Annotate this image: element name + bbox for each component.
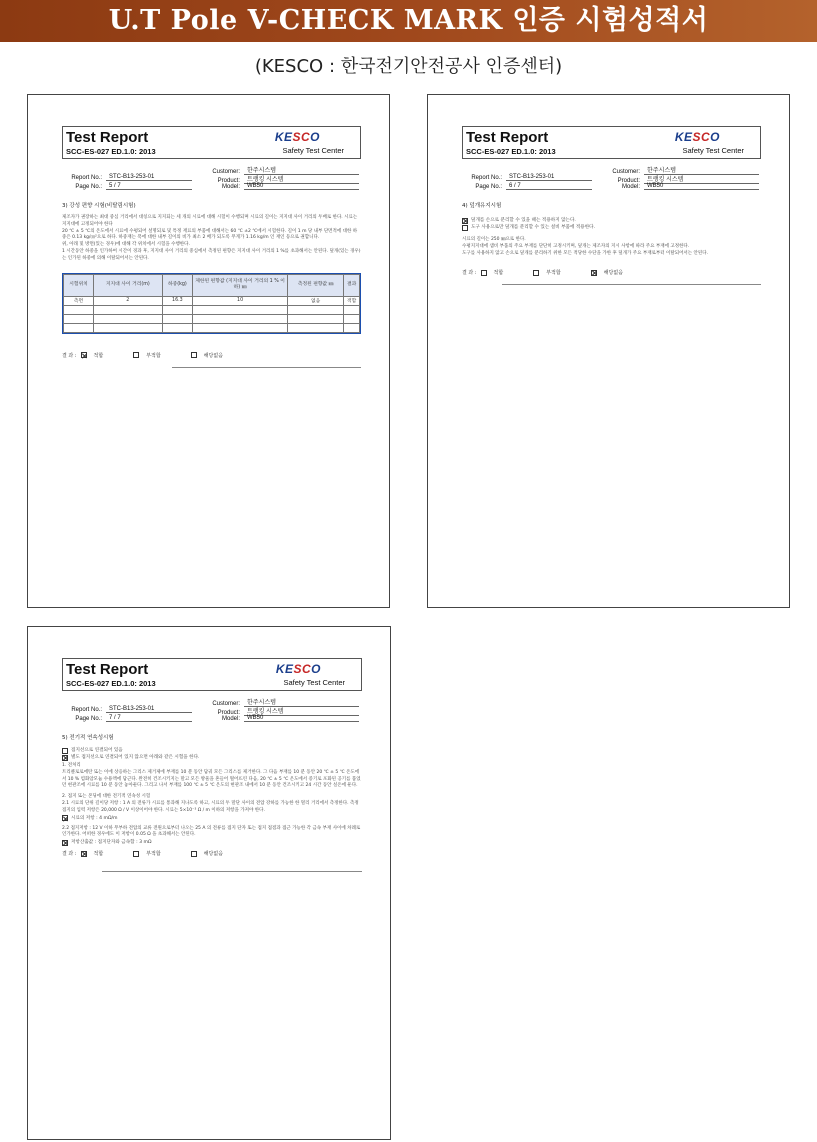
report-header: [62, 126, 361, 159]
paragraph: 20 ℃ ± 5 ℃의 온도에서 시료에 수평되어 설명되로 및 특정 재료의 부품에 대해서는 60 ℃ ±2 ℃에서 시험한다. 길이 1 m 당 내부 단면적에 대한 하중은 0.13 kg/㎝²으로 하다. 하중재는 폭에 대한 내부 길이의 비가 최소 2 배가 되도록 무게가 1.16 kg/m 인 재인 등으로 권합니다.: [62, 228, 358, 241]
section-body: [62, 763, 362, 846]
checkbox-checked-icon: [81, 851, 87, 857]
paragraph: 수평지지대에 샘비 부품의 주요 부재를 단단히 고정시키며, 덮개는 제조자의 지시 사항에 따라 주요 부재에 고정한다.: [462, 243, 690, 249]
report-page-6: [427, 94, 790, 608]
option-pass: 적합: [93, 352, 104, 359]
doc-code: SCC-ES-027 ED.1.0: 2013: [466, 147, 556, 156]
checkbox-icon: [481, 270, 487, 276]
table-row: [64, 305, 360, 314]
report-meta: [62, 163, 361, 193]
table-cell: 16.3: [162, 296, 192, 305]
option-na: 해당없음: [203, 352, 224, 359]
checkbox-checked-icon: [591, 270, 597, 276]
checkbox-icon: [133, 851, 139, 857]
model-value: WB50: [244, 715, 359, 722]
kesco-subtitle: Safety Test Center: [682, 146, 744, 155]
table-header: 측정된 편향값 ㎜: [288, 274, 344, 296]
test-table: [62, 273, 361, 334]
table-cell: 없음: [288, 296, 344, 305]
checkbox-icon: [462, 225, 468, 231]
model-label: Model:: [221, 716, 240, 722]
paragraph: 제조자가 권장하는 최대 중심 거리에서 대칭으로 지지되는 세 개의 시료에 대해 시험이 수행되며 시료의 길이는 지지대 사이 거리의 두배로 한다. 시료는 지지대에 고정되어야 한다: [62, 215, 358, 227]
option-fail: 부적합: [146, 851, 161, 858]
section-title: 5) 전기적 연속성시험: [62, 735, 114, 741]
checkbox-icon: [191, 352, 197, 358]
option-pass: 적합: [93, 851, 104, 858]
kesco-logo: KESCO: [674, 130, 720, 144]
product-label: Product:: [617, 178, 640, 184]
checkbox-checked-icon: [81, 352, 87, 358]
paragraph: 1. 전처리: [62, 763, 81, 768]
page-no-label: Page No.:: [75, 716, 102, 722]
doc-code: SCC-ES-027 ED.1.0: 2013: [66, 147, 156, 156]
result-row: [462, 269, 761, 276]
divider: [502, 284, 761, 285]
checkbox-icon: [191, 851, 197, 857]
report-no-value: STC-B13-253-01: [106, 174, 192, 181]
paragraph: 위, 아래 및 방면(있는 경우)에 대해 각 위치에서 시험을 수행한다.: [62, 242, 190, 248]
divider: [172, 367, 361, 368]
customer-label: Customer:: [212, 701, 240, 707]
table-row: [64, 314, 360, 323]
option-fail: 부적합: [546, 270, 561, 277]
customer-value: 한주시스템: [244, 697, 359, 707]
page-no-value: 6 / 7: [506, 183, 592, 190]
section-body: [62, 215, 361, 263]
report-no-label: Report No.:: [71, 175, 102, 181]
measure-item: 저항산출값 : 접지단자와 금속함 : 3 mΩ: [62, 839, 362, 846]
page-no-value: 5 / 7: [106, 183, 192, 190]
report-header: [62, 658, 362, 691]
paragraph: 도구를 사용하지 않고 손으로 덮개를 분리하기 위한 모든 적당한 수단을 가한 후 덮개가 주요 부재로부터 이탈되어서는 안된다.: [462, 250, 709, 256]
model-label: Model:: [621, 184, 640, 190]
option-na: 해당없음: [603, 270, 624, 277]
paragraph: 2. 접지 또는 본딩에 대한 전기적 연속성 시험: [62, 794, 151, 800]
customer-label: Customer:: [212, 169, 240, 175]
kesco-logo: KESCO: [274, 130, 320, 144]
result-label: 결 과 :: [62, 851, 77, 858]
table-header: 결과: [344, 274, 360, 296]
result-row: [62, 850, 362, 857]
model-value: WB50: [644, 183, 759, 190]
paragraph: 트리클로로에탄 또는 이에 상응하는 그리스 제거제에 부재를 10 분 동안 담궈 모든 그리스를 제거한다. 그 다음 부재를 10 분 동안 20 ℃ ± 5 ℃ 온도에서 10 % 염화암모늄 수용액에 담근다. 완전히 건조시키지는 말고 모든 방울을 흔들어 떨어뜨린 다음, 20 ℃ ± 5 ℃ 온도에서 증기로 포화된 공기를 품었던 현관조에 시료를 10 분 동안 놓아둔다. 그리고 나서 부재를 100 ℃ ± 5 ℃ 온도의 현관조 내에서 10 분 동안 건조시키고 24 시간 동안 실온에 둔다.: [62, 769, 361, 789]
divider: [102, 871, 362, 872]
doc-code: SCC-ES-027 ED.1.0: 2013: [66, 679, 156, 688]
checkbox-icon: [133, 352, 139, 358]
report-meta: [62, 695, 362, 725]
check-item: 접지선으로 연결되어 있음: [62, 747, 362, 754]
table-cell: 10: [193, 296, 288, 305]
measure-item: 시료의 저항 : 4 mΩ/m: [62, 815, 362, 822]
product-label: Product:: [217, 178, 240, 184]
subtitle: (KESCO : 한국전기안전공사 인증센터): [254, 56, 563, 77]
product-value: 트랭킹 시스템: [244, 706, 359, 716]
report-no-label: Report No.:: [471, 175, 502, 181]
table-cell: 측면: [64, 296, 94, 305]
table-header: 지지대 사이 거리(m): [93, 274, 162, 296]
product-label: Product:: [217, 710, 240, 716]
checkbox-checked-icon: [62, 840, 68, 846]
paragraph: 2.1 시료의 단위 길이당 저항 : 1 A 의 전류가 시료를 통과해 지나도록 하고, 시료의 두 말단 사이의 전압 강하를 가능한 한 멀리 거리에서 측정한다. 측정 접지의 입력 저항은 20,000 Ω / V 이상이어야 한다. 시료는 5×10⁻³ Ω / m 이하의 저항을 가져야 한다.: [62, 800, 359, 813]
table-row: [64, 296, 360, 305]
customer-value: 한주시스템: [644, 165, 759, 175]
table-cell: 2: [93, 296, 162, 305]
paragraph: 1 시간동안 하중을 인가하여 시간이 경과 후, 지지대 사이 거리의 중심에서 측정된 편향은 지지대 사이 거리의 1 %를 초과해서는 안된다. 덮개(있는 경우)는 인가된 하중에 의해 이탈되어서는 안된다.: [62, 248, 361, 261]
table-row: [64, 323, 360, 332]
option-fail: 부적합: [146, 352, 161, 359]
customer-label: Customer:: [612, 169, 640, 175]
section-title: 3) 강성 편향 시험(비탈림시험): [62, 203, 136, 209]
model-value: WB50: [244, 183, 359, 190]
paragraph: 2.2 접지저항 : 12 V 이하 무부하 전압의 교류 전원으로부터 나오는 25 A 의 전류를 접지 단자 또는 접지 접점과 접근 가능한 각 금속 부재 사이에 차례로 인가한다. 어떠한 경우에도 이 저항이 0.05 Ω 을 초과해서는 안된다.: [62, 825, 361, 838]
banner-title: U.T Pole V-CHECK MARK 인증 시험성적서: [108, 5, 709, 36]
table-header: 시험위치: [64, 274, 94, 296]
checkbox-checked-icon: [62, 755, 68, 761]
paragraph: 시료의 길이는 250 ㎜으로 한다.: [462, 237, 526, 242]
checkbox-icon: [62, 748, 68, 754]
report-no-value: STC-B13-253-01: [506, 174, 592, 181]
section-body: [462, 237, 761, 257]
result-row: [62, 352, 361, 359]
check-item: 덮개를 손으로 분리할 수 있을 때는 적용하지 않는다.: [462, 217, 761, 224]
option-na: 해당없음: [203, 851, 224, 858]
check-item: 도구 사용으로만 덮개를 분리할 수 있는 설비 부품에 적용한다.: [462, 224, 761, 231]
page-no-label: Page No.:: [75, 184, 102, 190]
product-value: 트랭킹 시스템: [244, 174, 359, 184]
report-title: Test Report: [66, 661, 149, 678]
product-value: 트랭킹 시스템: [644, 174, 759, 184]
report-no-value: STC-B13-253-01: [106, 706, 192, 713]
report-title: Test Report: [466, 129, 549, 146]
report-title: Test Report: [66, 129, 149, 146]
customer-value: 한주시스템: [244, 165, 359, 175]
model-label: Model:: [221, 184, 240, 190]
page-no-label: Page No.:: [475, 184, 502, 190]
report-page-5: [27, 94, 390, 608]
checkbox-checked-icon: [62, 815, 68, 821]
checkbox-checked-icon: [462, 218, 468, 224]
kesco-subtitle: Safety Test Center: [282, 146, 344, 155]
report-page-7: [27, 626, 391, 1140]
table-header: 제한된 편향값 (지지대 사이 거리의 1 % 이하) ㎜: [193, 274, 288, 296]
checkbox-icon: [533, 270, 539, 276]
report-meta: [462, 163, 761, 193]
check-item: 별도 접지선으로 연결되어 있지 않으면 아래와 같은 시험을 한다.: [62, 754, 362, 761]
table-cell: 적합: [344, 296, 360, 305]
result-label: 결 과 :: [462, 270, 477, 277]
section-title: 4) 덮개유지시험: [462, 203, 502, 209]
report-no-label: Report No.:: [71, 707, 102, 713]
kesco-logo: KESCO: [275, 662, 321, 676]
option-pass: 적합: [493, 270, 504, 277]
banner: [0, 0, 817, 42]
kesco-subtitle: Safety Test Center: [283, 678, 345, 687]
result-label: 결 과 :: [62, 352, 77, 359]
table-header: 하중(kg): [162, 274, 192, 296]
page-no-value: 7 / 7: [106, 715, 192, 722]
report-header: [462, 126, 761, 159]
